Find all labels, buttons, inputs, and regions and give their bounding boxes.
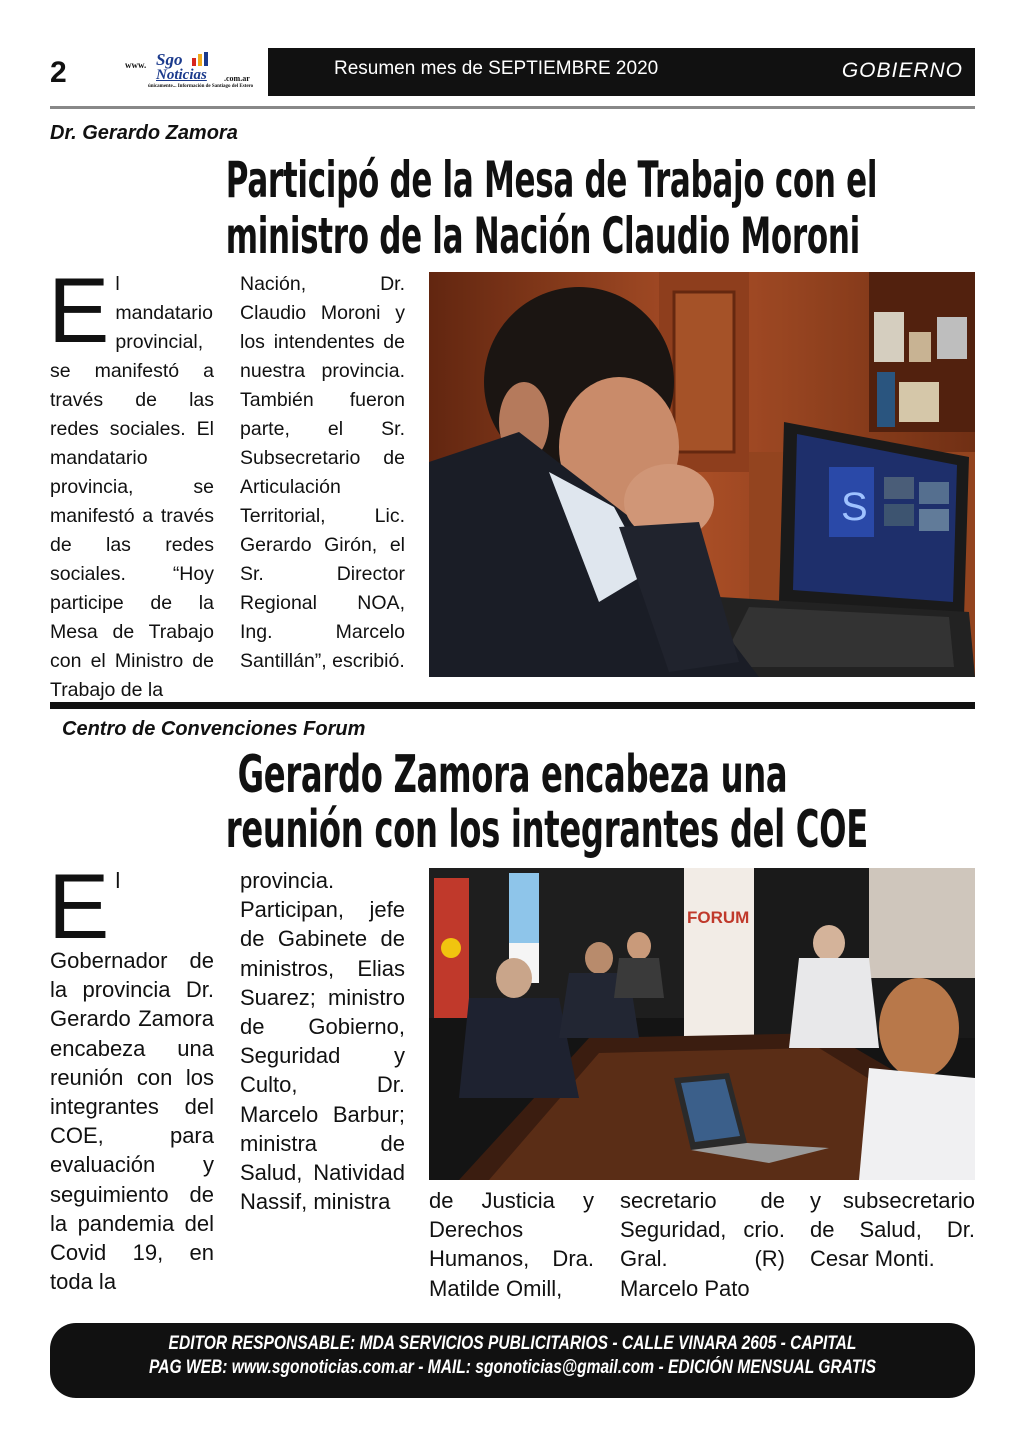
article2-headline-line2: reunión con los integrantes del COE xyxy=(225,800,868,860)
article1-headline-line1: Participó de la Mesa de Trabajo con el xyxy=(225,151,878,209)
header-bar xyxy=(268,48,975,96)
article2-column-5-text: y subsecretario de Salud, Dr. Cesar Monti. xyxy=(810,1188,975,1272)
article1-headline-line2: ministro de la Nación Claudio Moroni xyxy=(225,207,860,265)
article2-kicker: Centro de Convenciones Forum xyxy=(62,718,366,740)
article2-headline-line1: Gerardo Zamora encabeza una xyxy=(237,745,788,805)
logo-sgo: Sgo xyxy=(156,50,183,69)
article1-dropcap: E xyxy=(48,260,110,362)
page-number: 2 xyxy=(50,56,67,89)
article-divider xyxy=(50,702,975,709)
sgonoticias-logo xyxy=(122,50,262,94)
article1-column-2 xyxy=(240,270,405,676)
article2-column-2 xyxy=(240,866,405,1216)
article2-column-1-text: l Gobernador de la provincia Dr. Gerardo Zamora encabeza una reunión con los integrantes del COE, para evaluación y seguimiento de la pandemia del Covid 19, en toda la xyxy=(50,868,214,1295)
svg-text:S: S xyxy=(841,485,868,529)
article2-column-1 xyxy=(48,856,214,1296)
logo-www: www. xyxy=(125,60,147,70)
article2-column-3 xyxy=(429,1186,594,1303)
logo-tagline: únicamente... Información de Santiago del Estero xyxy=(148,84,254,89)
article2-column-2-text: provincia. Participan, jefe de Gabinete de ministros, Elias Suarez; ministro de Gobierno, Seguridad y Culto, Dr. Marcelo Barbur; ministra de Salud, Natividad Nassif, ministra xyxy=(240,868,405,1215)
article1-column-2-text: Nación, Dr. Claudio Moroni y los intendentes de nuestra provincia. También fueron parte, el Sr. Subsecretario de Articulación Territorial, Lic. Gerardo Girón, el Sr. Director Regional NOA, Ing. Marcelo Santillán”, escribió. xyxy=(240,273,405,672)
article1-headline xyxy=(225,151,878,265)
footer-editor-line: EDITOR RESPONSABLE: MDA SERVICIOS PUBLICITARIOS - CALLE VINARA 2605 - CAPITAL xyxy=(168,1333,857,1354)
forum-banner-text: FORUM xyxy=(687,908,750,927)
article1-kicker: Dr. Gerardo Zamora xyxy=(50,122,238,144)
issue-date: Resumen mes de SEPTIEMBRE 2020 xyxy=(334,58,659,79)
section-name: GOBIERNO xyxy=(841,59,963,82)
footer-contact-line: PAG WEB: www.sgonoticias.com.ar - MAIL: sgonoticias@gmail.com - EDICIÓN MENSUAL GRATIS xyxy=(148,1357,877,1378)
article2-column-4-text: secretario de Seguridad, crio. Gral. (R) Marcelo Pato xyxy=(620,1188,785,1301)
article1-photo xyxy=(429,272,975,677)
article2-column-3-text: de Justicia y Derechos Humanos, Dra. Matilde Omill, xyxy=(429,1188,594,1301)
article2-column-5 xyxy=(810,1186,975,1274)
article2-column-4 xyxy=(620,1186,785,1303)
logo-bars-icon xyxy=(192,52,210,66)
footer xyxy=(50,1323,975,1398)
header-rule xyxy=(50,106,975,109)
article2-photo xyxy=(429,868,975,1180)
article1-column-1 xyxy=(48,260,214,705)
article2-headline xyxy=(225,745,868,860)
article2-dropcap: E xyxy=(48,856,110,958)
article1-column-1-text: l mandatario provincial, se manifestó a través de las redes sociales. El mandatario provincia, se manifestó a través de las redes sociales. “Hoy participe de la Mesa de Trabajo con el Ministro de Trabajo de la xyxy=(50,273,214,701)
logo-noticias: Noticias xyxy=(156,67,207,83)
logo-domain: .com.ar xyxy=(224,74,250,83)
